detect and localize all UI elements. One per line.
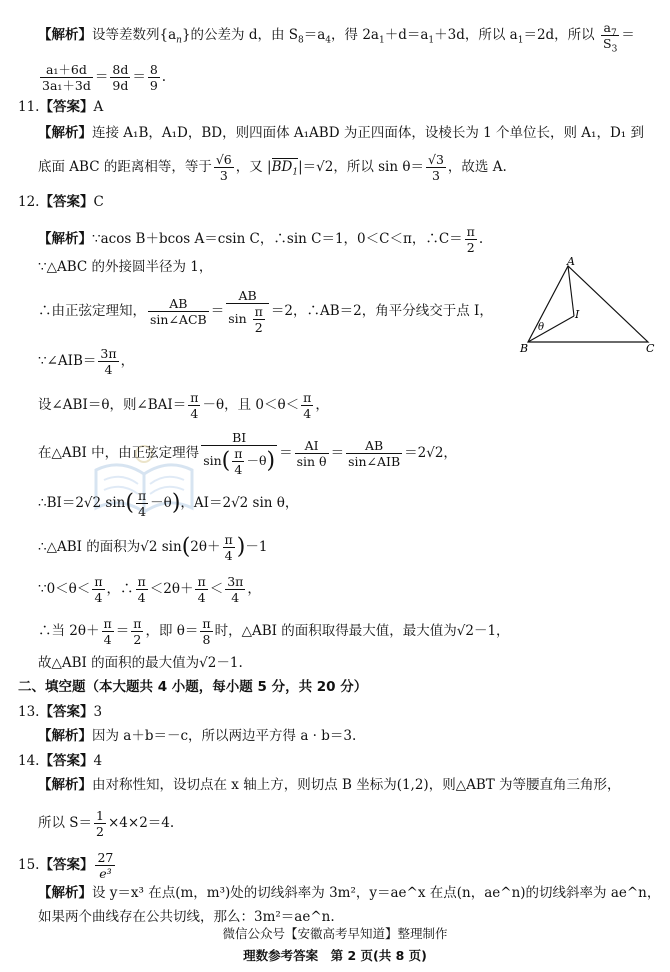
q15-answer: 15.【答案】 $\frac{27}{\text{e³}}$ [18,850,114,881]
q12-line6: 在△ABI 中，由正弦定理得 BI sin( $\frac{\pi}{4}$ －θ) ＝ $\frac{AI}{\text{sin θ}}$ ＝ $\frac{AB}{\text{sin∠AIB}}$ ＝2√2， [38,430,457,477]
q12-line9: ∵0＜θ＜ $\frac{\pi}{4}$ ，∴ $\frac{\pi}{4}$ ＜2θ＋ $\frac{\pi}{4}$ ＜ $\frac{3\pi}{4}$ ， [38,574,261,605]
fraction: $\frac{a_7}{S_3}$ [602,20,618,55]
q12-line10: ∴当 2θ＋ $\frac{\pi}{4}$ ＝ $\frac{\pi}{2}$ ，即 θ＝ $\frac{\pi}{8}$ 时，△ABI 的面积取得最大值，最大值为√2－1， [38,616,510,647]
q12-line11: 故△ABI 的面积的最大值为√2－1. [38,655,243,671]
footer-page-number: 理数参考答案 第 2 页(共 8 页) [243,948,427,963]
q12-line1: 【解析】∵acos B＋bcos A＝csin C，∴sin C＝1，0＜C＜π，∴C＝ $\frac{\pi}{2}$ . [38,224,484,255]
angle-theta-label: θ [538,322,545,333]
q12-answer: 12.【答案】C [18,194,104,210]
q11-answer: 11.【答案】A [18,99,104,115]
q12-line4: ∵∠AIB＝ $\frac{3\pi}{4}$ ， [38,346,135,377]
vector-bd1: $BD_1$ [271,159,299,178]
point-i-label: I [575,308,580,321]
q12-line8: ∴△ABI 的面积为√2 sin(2θ＋ $\frac{\pi}{4}$ )－1 [38,532,268,563]
q14-analysis-line2: 所以 S＝ $\frac{1}{2}$ ×4×2＝4. [38,808,175,839]
q10-analysis-line1: 【解析】设等差数列$\{a_n\}$的公差为 d，由 $S_8=a_4$，得 $2a_1+d=a_1+3d$，所以 $a_1=2d$，所以 $\frac{a_7}{S_3}$ ＝ [38,20,635,55]
q14-answer: 14.【答案】4 [18,753,103,769]
q12-line2: ∵△ABC 的外接圆半径为 1， [38,259,213,275]
vertex-b-label: B [520,342,529,355]
q10-analysis-line2: $\frac{\text{a₁＋6d}}{\text{3a₁＋3d}}$ ＝ $\frac{8d}{9d}$ ＝ $\frac{8}{9}$ . [42,62,167,93]
footer-source: 微信公众号【安徽高考早知道】整理制作 [222,926,448,941]
q13-answer: 13.【答案】3 [18,704,103,720]
q12-line3: ∴由正弦定理知， $\frac{AB}{\text{sin∠ACB}}$ ＝ AB sin $\frac{\pi}{2}$ ＝2，∴AB＝2，角平分线交于点 I， [38,288,493,335]
triangle-figure [518,256,658,356]
q11-analysis-line1: 【解析】连接 A₁B，A₁D，BD，则四面体 A₁ABD 为正四面体，设棱长为 1 个单位长，则 A₁，D₁ 到 [38,125,644,141]
q14-analysis-line1: 【解析】由对称性知，设切点在 x 轴上方，则切点 B 坐标为(1,2)，则△ABT 为等腰直角三角形， [38,777,621,793]
q12-line7: ∴BI＝2√2 sin( $\frac{\pi}{4}$ －θ)，AI＝2√2 sin θ， [38,488,299,519]
section-2-heading: 二、填空题（本大题共 4 小题，每小题 5 分，共 20 分） [18,679,368,695]
q15-analysis-line1: 【解析】设 y＝x³ 在点(m，m³)处的切线斜率为 3m²，y＝ae^x 在点(n，ae^n)的切线斜率为 ae^n， [38,885,661,901]
vertex-c-label: C [646,342,655,355]
q11-analysis-line2: 底面 ABC 的距离相等，等于 $\frac{√6}{3}$ ，又 $|BD_1|=√2$，所以 sin θ＝ $\frac{√3}{3}$ ，故选 A. [38,152,507,183]
q13-analysis: 【解析】因为 a＋b＝－c，所以两边平方得 a · b＝3. [38,728,357,744]
q12-line5: 设∠ABI＝θ，则∠BAI＝ $\frac{\pi}{4}$ －θ，且 0＜θ＜ $\frac{\pi}{4}$ ， [38,390,329,421]
vertex-a-label: A [567,256,575,268]
q15-analysis-line2: 如果两个曲线存在公共切线，那么：3m²＝ae^n. [38,909,335,925]
